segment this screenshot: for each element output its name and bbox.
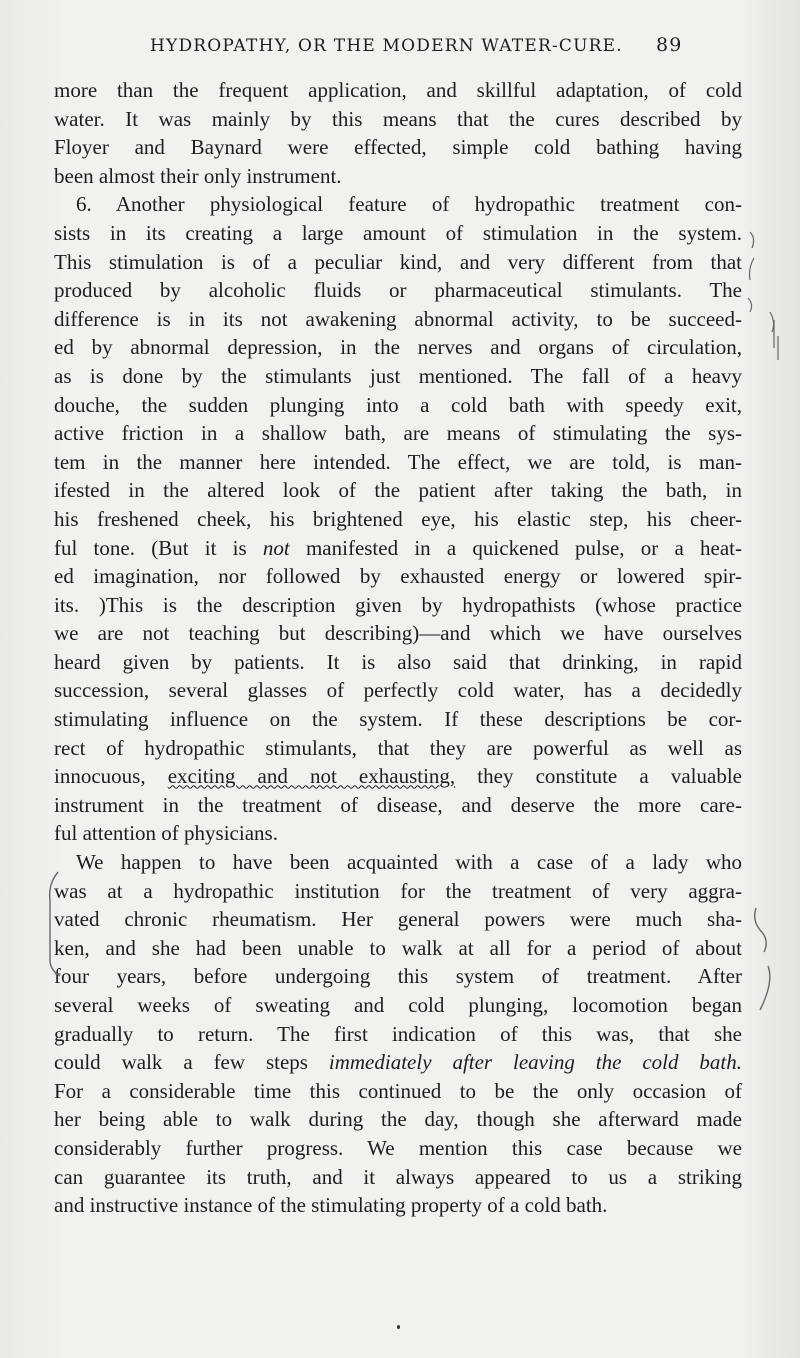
margin-bracket-mark [750,906,780,1016]
body-text [54,76,742,1220]
text-line [54,133,742,162]
text-line [54,248,742,277]
page-number: 89 [656,34,683,56]
text-line [54,1048,742,1077]
text-line-text: we are not teaching but describing)—and which we have ourselves [54,621,742,646]
text-line [54,934,742,963]
text-line [54,648,742,677]
text-line [54,1134,742,1163]
text-line-text: as is done by the stimulants just mentioned. The fall of a heavy [54,363,742,388]
text-line [54,905,742,934]
text-line-pre: ful tone. [54,535,152,560]
text-line-text: ifested in the altered look of the patient after taking the bath, in [54,478,742,503]
text-line [54,619,742,648]
text-line [54,305,742,334]
text-line [54,705,742,734]
text-line [54,676,742,705]
text-line-text: her being able to walk during the day, though she afterward made [54,1107,742,1132]
text-line-text: active friction in a shallow bath, are means of stimulating the sys- [54,421,742,446]
text-line-text: This stimulation is of a peculiar kind, and very different from that [54,249,742,274]
text-line-post: manifested in a quickened pulse, or a heat- [289,535,742,560]
text-line [54,448,742,477]
text-line-text: douche, the sudden plunging into a cold bath with speedy exit, [54,392,742,417]
margin-bracket-mark [42,870,62,980]
text-line-mark: ) [98,592,106,617]
text-line [54,991,742,1020]
running-title: HYDROPATHY, OR THE MODERN WATER-CURE. [150,36,623,56]
text-line-text: gradually to return. The first indication of this was, that she [54,1021,742,1046]
text-line [54,1163,742,1192]
text-line-text: ken, and she had been unable to walk at all for a period of about [54,935,742,960]
text-line [54,476,742,505]
text-line [54,877,742,906]
text-line-text: 6. Another physiological feature of hydropathic treatment con- [76,192,742,217]
text-line-ital: not [262,535,290,560]
text-line [54,162,742,191]
text-line [54,219,742,248]
text-line-text: We happen to have been acquainted with a case of a lady who [76,850,742,875]
text-line-text: was at a hydropathic institution for the treatment of very aggra- [54,878,742,903]
text-line [54,105,742,134]
text-line-ital: immediately after leaving the cold bath. [328,1050,742,1075]
text-line [54,505,742,534]
text-line [54,391,742,420]
text-line-text: several weeks of sweating and cold plunging, locomotion began [54,993,742,1017]
text-line [54,190,742,219]
text-line-pre: its. [54,592,99,617]
text-line-text: ed by abnormal depression, in the nerves and organs of circulation, [54,335,742,360]
text-line-text: heard given by patients. It is also said that drinking, in rapid [54,649,742,674]
text-line [54,276,742,305]
text-line-mark: ( [151,535,159,560]
text-line-text: instrument in the treatment of disease, and deserve the more care- [54,792,742,817]
text-line-text: ful attention of physicians. [54,821,278,846]
text-line [54,1191,742,1220]
text-line-text: sists in its creating a large amount of stimulation in the system. [54,220,742,245]
text-line [54,734,742,763]
ink-dot [397,1325,400,1329]
text-line [54,362,742,391]
text-line-text: Floyer and Baynard were effected, simple cold bathing having [54,135,742,160]
margin-bracket-mark [746,228,786,388]
text-line-text: difference is in its not awakening abnormal activity, to be succeed- [54,306,742,331]
text-line [54,591,742,620]
text-line [54,1105,742,1134]
text-line-text: vated chronic rheumatism. Her general powers were much sha- [54,907,742,932]
text-line-text: succession, several glasses of perfectly cold water, has a decidedly [54,678,742,703]
text-line [54,1077,742,1106]
text-line [54,333,742,362]
text-line [54,1020,742,1049]
text-line-text: his freshened cheek, his brightened eye, his elastic step, his cheer- [54,506,742,531]
text-line-text: and instructive instance of the stimulating property of a cold bath. [54,1193,608,1218]
text-line-text: considerably further progress. We mention this case because we [54,1135,742,1160]
text-line-u: exciting and not exhausting, [167,764,456,789]
text-line [54,848,742,877]
text-line-text: stimulating influence on the system. If these descriptions be cor- [54,707,742,732]
text-line-text: innocuous, [54,764,168,789]
text-line-text: water. It was mainly by this means that the cures described by [54,106,742,131]
text-line-text: For a considerable time this continued to be the only occasion of [54,1078,742,1103]
text-line-text: been almost their only instrument. [54,163,342,188]
text-line [54,819,742,848]
text-line [54,762,742,791]
text-line-text: tem in the manner here intended. The effect, we are told, is man- [54,449,742,474]
text-line-text: produced by alcoholic fluids or pharmaceutical stimulants. The [54,278,742,303]
text-line-text: This is the description given by hydropathists (whose practice [105,592,742,617]
text-line-text: rect of hydropathic stimulants, that they are powerful as well as [54,735,742,760]
text-line [54,791,742,820]
text-line-text: four years, before undergoing this system of treatment. After [54,964,742,989]
text-line-post: they constitute a valuable [455,764,742,789]
text-line-text: could walk a few steps [54,1050,329,1075]
text-line [54,562,742,591]
text-line [54,962,742,991]
text-line-text: can guarantee its truth, and it always appeared to us a striking [54,1164,742,1189]
text-line [54,534,742,563]
text-line [54,419,742,448]
text-line-text: But it is [158,535,263,560]
text-line [54,76,742,105]
text-line-text: more than the frequent application, and skillful adaptation, of cold [54,78,742,102]
text-line-text: ed imagination, nor followed by exhausted energy or lowered spir- [54,564,742,589]
